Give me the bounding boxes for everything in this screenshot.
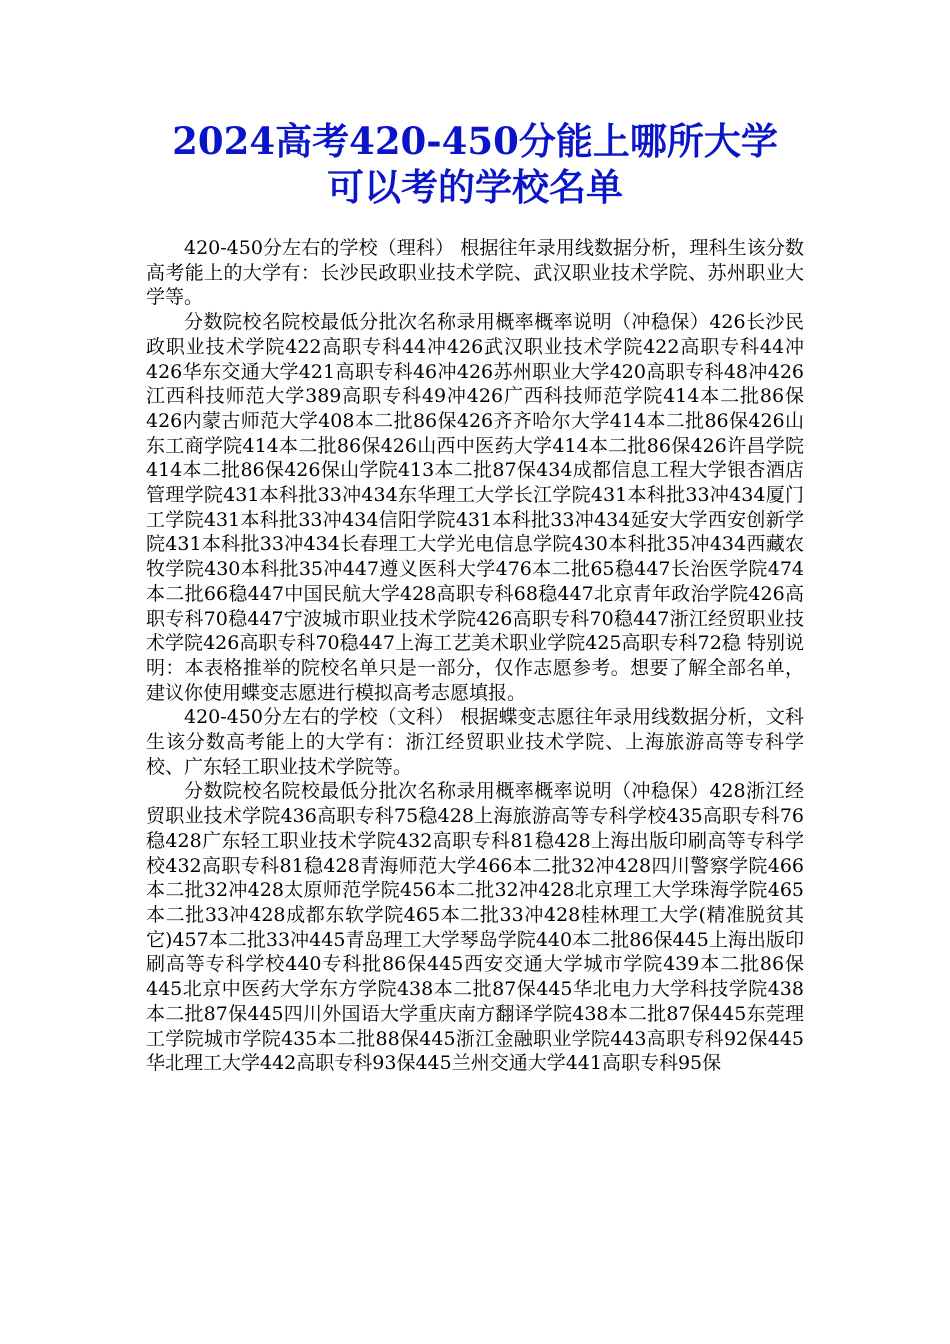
paragraph-arts-list: 分数院校名院校最低分批次名称录用概率概率说明（冲稳保）428浙江经贸职业技术学院436高职专科75稳428上海旅游高等专科学校435高职专科76稳428广东轻工职业技术学院432高职专科81稳428上海出版印刷高等专科学校432高职专科81稳428青海师范大学466本二批32冲428四川警察学院466本二批32冲428太原师范学院456本二批32冲428北京理工大学珠海学院465本二批33冲428成都东软学院465本二批33冲428桂林理工大学(精准脱贫其它)457本二批33冲445青岛理工大学琴岛学院440本二批86保445上海出版印刷高等专科学校440专科批86保445西安交通大学城市学院439本二批86保445北京中医药大学东方学院438本二批87保445华北电力大学科技学院438本二批87保445四川外国语大学重庆南方翻译学院438本二批87保445东莞理工学院城市学院435本二批88保445浙江金融职业学院443高职专科92保445华北理工大学442高职专科93保445兰州交通大学441高职专科95保 [146,780,804,1075]
title-line-1: 2024高考420-450分能上哪所大学 [172,119,778,163]
document-title [146,118,804,210]
paragraph-science-list: 分数院校名院校最低分批次名称录用概率概率说明（冲稳保）426长沙民政职业技术学院422高职专科44冲426武汉职业技术学院422高职专科44冲426华东交通大学421高职专科46冲426苏州职业大学420高职专科48冲426江西科技师范大学389高职专科49冲426广西科技师范学院414本二批86保426内蒙古师范大学408本二批86保426齐齐哈尔大学414本二批86保426山东工商学院414本二批86保426山西中医药大学414本二批86保426许昌学院414本二批86保426保山学院413本二批87保434成都信息工程大学银杏酒店管理学院431本科批33冲434东华理工大学长江学院431本科批33冲434厦门工学院431本科批33冲434信阳学院431本科批33冲434延安大学西安创新学院431本科批33冲434长春理工大学光电信息学院430本科批35冲434西藏农牧学院430本科批35冲447遵义医科大学476本二批65稳447长治医学院474本二批66稳447中国民航大学428高职专科68稳447北京青年政治学院426高职专科70稳447宁波城市职业技术学院426高职专科70稳447浙江经贸职业技术学院426高职专科70稳447上海工艺美术职业学院425高职专科72稳 特别说明：本表格推举的院校名单只是一部分，仅作志愿参考。想要了解全部名单，建议你使用蝶变志愿进行模拟高考志愿填报。 [146,311,804,704]
title-line-2: 可以考的学校名单 [327,165,623,209]
document-body [146,236,804,1076]
paragraph-science-intro: 420-450分左右的学校（理科） 根据往年录用线数据分析，理科生该分数高考能上的大学有：长沙民政职业技术学院、武汉职业技术学院、苏州职业大学等。 [146,237,804,309]
paragraph-arts-intro: 420-450分左右的学校（文科） 根据蝶变志愿往年录用线数据分析，文科生该分数高考能上的大学有：浙江经贸职业技术学院、上海旅游高等专科学校、广东轻工职业技术学院等。 [146,706,804,778]
